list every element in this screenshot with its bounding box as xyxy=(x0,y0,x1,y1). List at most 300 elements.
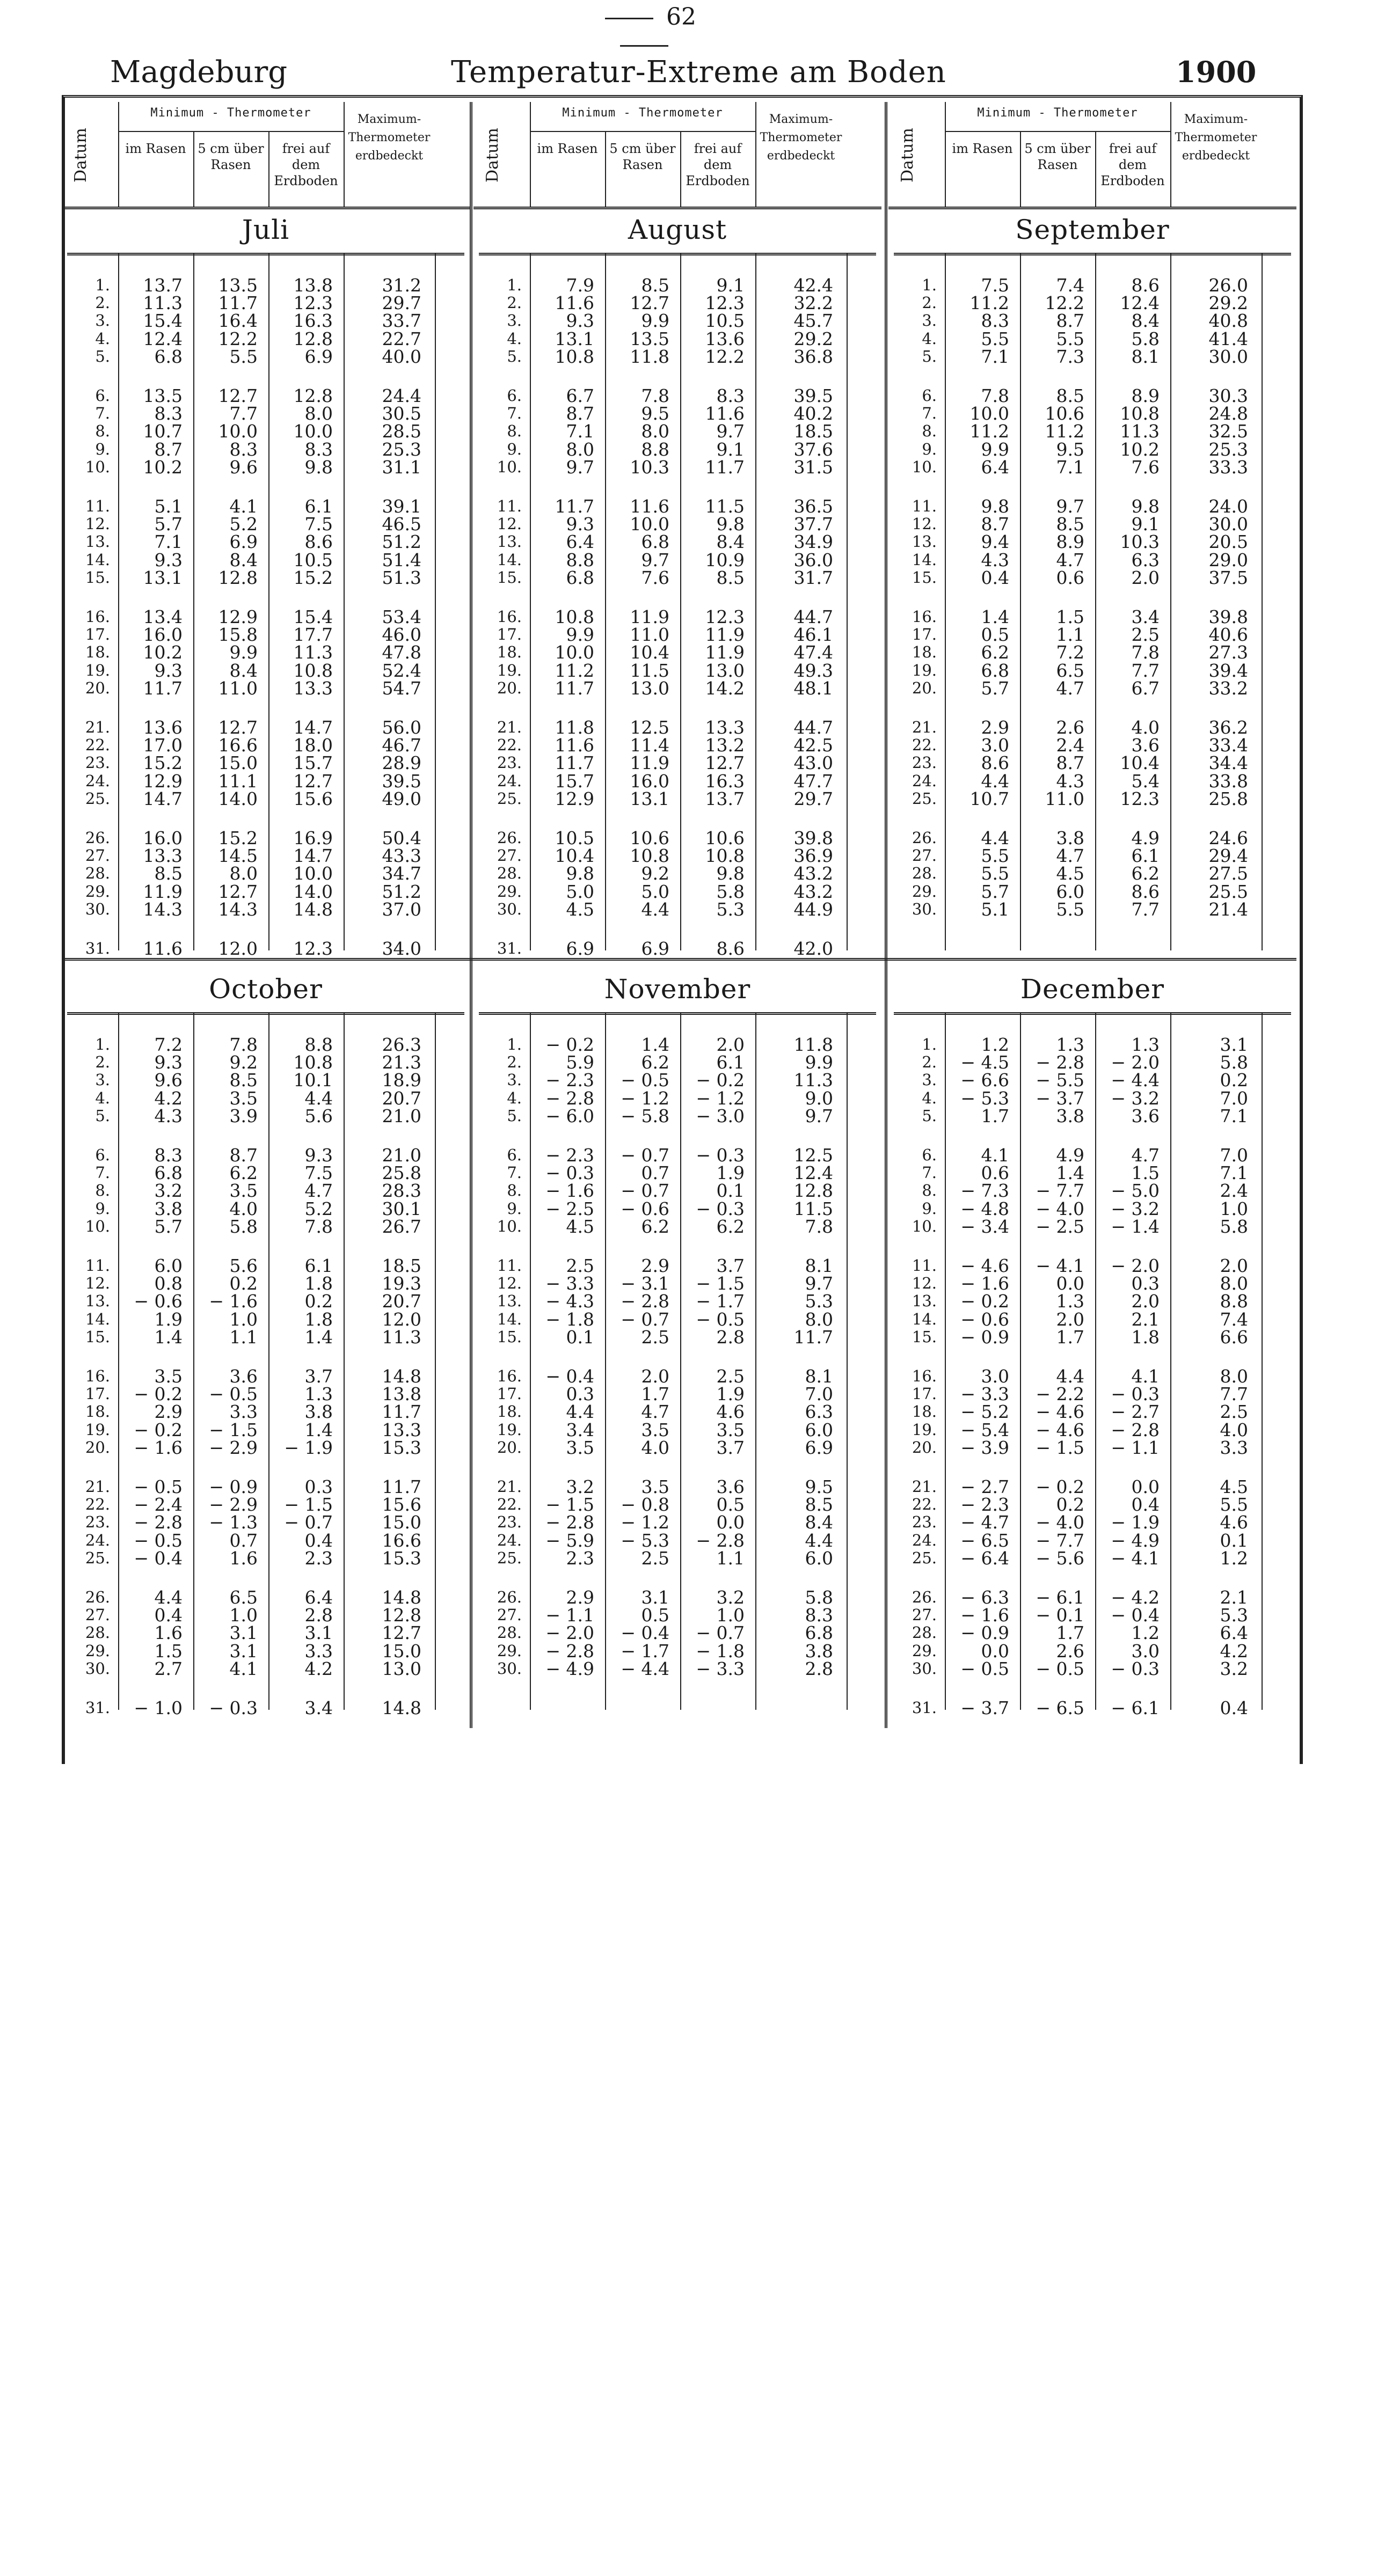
maximum-cell: 4.6 xyxy=(1220,1512,1248,1533)
five-cm-cell: 4.0 xyxy=(229,1198,258,1219)
minimum-thermometer-group xyxy=(530,102,756,207)
im-rasen-cell: − 0.4 xyxy=(134,1547,183,1569)
frei-cell: 10.2 xyxy=(1120,438,1160,460)
five-cm-cell: 3.5 xyxy=(229,1180,258,1202)
table-row xyxy=(62,736,470,754)
im-rasen-cell: 4.5 xyxy=(566,898,594,920)
frei-cell: 9.8 xyxy=(304,456,333,478)
five-cm-cell: − 2.9 xyxy=(209,1437,258,1458)
im-rasen-cell: 6.4 xyxy=(566,531,594,553)
frei-cell: 0.3 xyxy=(304,1476,333,1497)
frei-cell: 4.2 xyxy=(304,1658,333,1679)
day-cell: 24. xyxy=(912,1531,937,1549)
maximum-cell: 25.8 xyxy=(382,1162,421,1184)
im-rasen-cell: 5.5 xyxy=(981,863,1009,884)
table-row xyxy=(888,1624,1296,1642)
maximum-cell: 18.5 xyxy=(382,1255,421,1276)
year: 1900 xyxy=(1176,55,1257,89)
table-row xyxy=(473,551,881,569)
frei-cell: 1.3 xyxy=(1131,1034,1160,1055)
maximum-cell: 2.1 xyxy=(1220,1587,1248,1608)
maximum-cell: 12.8 xyxy=(793,1180,833,1202)
frei-cell: 1.8 xyxy=(1131,1326,1160,1348)
day-cell: 6. xyxy=(95,1146,110,1164)
block-separator xyxy=(470,102,472,1728)
day-cell: 11. xyxy=(85,497,110,515)
day-cell: 24. xyxy=(85,1531,110,1549)
maximum-cell: 21.0 xyxy=(382,1145,421,1166)
five-cm-cell: 1.7 xyxy=(1056,1622,1084,1644)
maximum-cell: 14.8 xyxy=(382,1366,421,1387)
im-rasen-cell: 8.3 xyxy=(154,403,183,425)
five-cm-cell: 9.7 xyxy=(641,549,669,570)
frei-cell: − 0.4 xyxy=(1111,1605,1160,1626)
maximum-cell: 24.6 xyxy=(1208,828,1248,848)
five-cm-cell: 12.9 xyxy=(218,606,258,627)
group-divider xyxy=(530,131,755,132)
column-separator xyxy=(680,131,681,207)
table-row xyxy=(62,754,470,772)
frei-cell: 7.5 xyxy=(304,514,333,535)
frei-cell: 14.7 xyxy=(293,845,333,867)
table-row xyxy=(473,1403,881,1421)
frei-cell: − 0.5 xyxy=(696,1308,745,1330)
frei-cell: 15.4 xyxy=(293,606,333,627)
frei-cell: 8.0 xyxy=(304,403,333,425)
maximum-cell: 29.7 xyxy=(793,788,833,809)
frei-cell: 2.8 xyxy=(716,1326,745,1348)
table-row xyxy=(888,847,1296,865)
maximum-cell: 37.7 xyxy=(793,514,833,535)
day-cell: 5. xyxy=(922,1106,937,1125)
im-rasen-cell: 0.6 xyxy=(981,1162,1009,1184)
maximum-cell: 9.7 xyxy=(805,1105,833,1126)
frei-cell: 13.8 xyxy=(293,275,333,296)
table-row xyxy=(62,1589,470,1606)
five-cm-cell: 15.2 xyxy=(218,828,258,848)
frei-cell: 3.4 xyxy=(304,1697,333,1718)
im-rasen-cell: 6.8 xyxy=(154,1162,183,1184)
maximum-cell: 12.7 xyxy=(382,1622,421,1644)
frei-cell: 1.5 xyxy=(1131,1162,1160,1184)
im-rasen-cell: − 0.6 xyxy=(134,1291,183,1312)
table-row xyxy=(473,1529,881,1551)
maximum-cell: 4.2 xyxy=(1220,1640,1248,1662)
maximum-cell: 51.3 xyxy=(382,567,421,588)
day-cell: 28. xyxy=(497,864,522,883)
im-rasen-cell: 9.3 xyxy=(154,1052,183,1073)
im-rasen-header: im Rasen xyxy=(952,141,1013,156)
maximum-cell: 15.3 xyxy=(382,1547,421,1569)
day-cell: 2. xyxy=(95,1053,110,1072)
im-rasen-cell: 14.7 xyxy=(143,788,183,809)
five-cm-cell: 9.2 xyxy=(641,863,669,884)
maximum-cell: 12.0 xyxy=(382,1308,421,1330)
im-rasen-cell: 8.5 xyxy=(154,863,183,884)
table-row xyxy=(62,348,470,365)
im-rasen-cell: 10.2 xyxy=(143,456,183,478)
maximum-cell: 44.9 xyxy=(793,898,833,920)
im-rasen-cell: 14.3 xyxy=(143,898,183,920)
im-rasen-cell: − 1.0 xyxy=(134,1697,183,1718)
im-rasen-cell: − 1.6 xyxy=(134,1437,183,1458)
table-row xyxy=(473,847,881,865)
frei-cell: − 0.7 xyxy=(284,1512,333,1533)
five-cm-cell: 8.5 xyxy=(229,1070,258,1091)
day-cell: 24. xyxy=(497,1531,522,1549)
five-cm-cell: 13.5 xyxy=(218,275,258,296)
five-cm-cell: − 2.8 xyxy=(1036,1052,1084,1073)
five-cm-cell: 10.0 xyxy=(218,421,258,442)
table-row xyxy=(62,719,470,736)
maximum-cell: 3.1 xyxy=(1220,1034,1248,1055)
page-number: 62 xyxy=(569,3,719,58)
frei-cell: 11.5 xyxy=(705,496,745,517)
table-row xyxy=(888,330,1296,348)
im-rasen-cell: 1.7 xyxy=(981,1105,1009,1126)
day-cell: 14. xyxy=(85,1309,110,1328)
maximum-cell: 5.3 xyxy=(1220,1605,1248,1626)
frei-cell: 1.4 xyxy=(304,1419,333,1440)
maximum-cell: 2.5 xyxy=(1220,1401,1248,1423)
table-row xyxy=(62,1164,470,1182)
frei-cell: − 1.8 xyxy=(696,1640,745,1662)
im-rasen-cell: 1.4 xyxy=(154,1326,183,1348)
maximum-cell: 33.4 xyxy=(1208,735,1248,756)
table-row xyxy=(473,1421,881,1439)
day-cell: 25. xyxy=(85,789,110,808)
five-cm-cell: 6.5 xyxy=(1056,660,1084,681)
five-cm-cell: 2.9 xyxy=(641,1255,669,1276)
maximum-cell: 36.9 xyxy=(793,845,833,867)
frei-cell: 12.3 xyxy=(293,292,333,314)
im-rasen-cell: 6.8 xyxy=(154,346,183,367)
five-cm-cell: 11.6 xyxy=(630,496,669,517)
day-cell: 11. xyxy=(497,1256,522,1275)
five-cm-cell: 1.7 xyxy=(1056,1326,1084,1348)
maximum-cell: 26.0 xyxy=(1208,275,1248,296)
table-row xyxy=(473,865,881,882)
im-rasen-cell: − 4.7 xyxy=(960,1512,1009,1533)
day-cell: 22. xyxy=(912,1495,937,1514)
im-rasen-cell: 11.8 xyxy=(555,717,594,738)
day-cell: 20. xyxy=(497,678,522,697)
table-row xyxy=(473,1549,881,1567)
day-cell: 6. xyxy=(507,386,522,405)
maximum-cell: 7.7 xyxy=(1220,1384,1248,1405)
five-cm-cell: 2.5 xyxy=(641,1326,669,1348)
im-rasen-cell: − 0.2 xyxy=(134,1384,183,1405)
maximum-cell: 50.4 xyxy=(382,828,421,848)
five-cm-cell: 6.9 xyxy=(641,938,669,959)
five-cm-cell: 7.6 xyxy=(641,567,669,588)
maximum-cell: 12.5 xyxy=(793,1145,833,1166)
table-row xyxy=(473,312,881,330)
table-row xyxy=(888,1367,1296,1385)
frei-cell: 12.3 xyxy=(1120,788,1160,809)
frei-cell: 12.8 xyxy=(293,385,333,406)
day-cell: 17. xyxy=(497,625,522,644)
day-cell: 1. xyxy=(922,276,937,294)
frei-cell: 0.4 xyxy=(1131,1494,1160,1516)
frei-cell: 12.3 xyxy=(293,938,333,959)
maximum-cell: 2.4 xyxy=(1220,1180,1248,1202)
day-cell: 15. xyxy=(912,568,937,587)
maximum-cell: 5.8 xyxy=(1220,1216,1248,1237)
frei-cell: − 4.1 xyxy=(1111,1547,1160,1569)
month-title: September xyxy=(1015,214,1170,245)
five-cm-cell: − 4.6 xyxy=(1036,1401,1084,1423)
frei-cell: − 3.2 xyxy=(1111,1198,1160,1219)
maximum-cell: 40.6 xyxy=(1208,624,1248,646)
maximum-cell: 7.0 xyxy=(1220,1145,1248,1166)
table-row xyxy=(473,1385,881,1403)
table-row xyxy=(62,1624,470,1642)
im-rasen-cell: 15.2 xyxy=(143,752,183,774)
day-cell: 7. xyxy=(95,1163,110,1182)
frei-cell: − 0.2 xyxy=(696,1070,745,1091)
im-rasen-cell: 11.7 xyxy=(143,677,183,699)
maximum-cell: 25.3 xyxy=(1208,438,1248,460)
table-row xyxy=(473,1292,881,1310)
maximum-cell: 30.0 xyxy=(1208,514,1248,535)
five-cm-cell: 8.0 xyxy=(229,863,258,884)
maximum-cell: 6.0 xyxy=(805,1419,833,1440)
im-rasen-cell: 13.3 xyxy=(143,845,183,867)
five-cm-cell: 10.8 xyxy=(630,845,669,867)
im-rasen-cell: 5.1 xyxy=(154,496,183,517)
table-row xyxy=(473,1200,881,1218)
table-row xyxy=(62,847,470,865)
im-rasen-cell: − 2.8 xyxy=(545,1640,594,1662)
five-cm-cell: 1.3 xyxy=(1056,1291,1084,1312)
month-title-rule xyxy=(894,253,1291,255)
frei-cell: 5.2 xyxy=(304,1198,333,1219)
im-rasen-cell: 2.9 xyxy=(981,717,1009,738)
maximum-cell: 36.2 xyxy=(1208,717,1248,738)
frei-cell: 10.4 xyxy=(1120,752,1160,774)
table-row xyxy=(473,883,881,901)
maximum-cell: 51.2 xyxy=(382,881,421,902)
table-row xyxy=(888,1053,1296,1071)
frei-cell: − 3.2 xyxy=(1111,1087,1160,1109)
im-rasen-cell: 0.0 xyxy=(981,1640,1009,1662)
frei-cell: 4.0 xyxy=(1131,717,1160,738)
frei-cell: 13.3 xyxy=(705,717,745,738)
table-row xyxy=(888,1071,1296,1089)
im-rasen-cell: 11.9 xyxy=(143,881,183,902)
im-rasen-cell: − 0.2 xyxy=(960,1291,1009,1312)
table-row xyxy=(473,515,881,533)
day-cell: 31. xyxy=(85,939,110,957)
im-rasen-cell: 9.7 xyxy=(566,456,594,478)
im-rasen-cell: − 1.6 xyxy=(960,1273,1009,1294)
five-cm-cell: 2.5 xyxy=(641,1547,669,1569)
table-row xyxy=(888,458,1296,476)
im-rasen-cell: 1.2 xyxy=(981,1034,1009,1055)
frei-cell: 2.0 xyxy=(1131,1291,1160,1312)
frei-cell: 3.8 xyxy=(304,1401,333,1423)
day-cell: 7. xyxy=(507,1163,522,1182)
im-rasen-cell: 6.4 xyxy=(981,456,1009,478)
five-cm-cell: 11.0 xyxy=(1045,788,1084,809)
maximum-thermometer-header: Maximum- Thermometer erdbedeckt xyxy=(348,113,431,163)
im-rasen-cell: 12.4 xyxy=(143,328,183,349)
im-rasen-cell: 13.4 xyxy=(143,606,183,627)
frei-cell: 10.5 xyxy=(293,549,333,570)
day-cell: 14. xyxy=(912,1309,937,1328)
five-cm-header: 5 cm über Rasen xyxy=(609,141,676,172)
table-row xyxy=(473,1071,881,1089)
five-cm-cell: 2.4 xyxy=(1056,735,1084,756)
day-cell: 13. xyxy=(912,1292,937,1311)
frei-cell: 2.1 xyxy=(1131,1308,1160,1330)
frei-cell: 8.4 xyxy=(716,531,745,553)
day-cell: 18. xyxy=(497,643,522,662)
month-title-rule xyxy=(479,253,876,255)
table-row xyxy=(62,790,470,808)
maximum-cell: 56.0 xyxy=(382,717,421,738)
im-rasen-cell: − 2.3 xyxy=(545,1145,594,1166)
maximum-cell: 1.2 xyxy=(1220,1547,1248,1569)
table-row xyxy=(62,1146,470,1164)
frei-cell: 9.1 xyxy=(1131,514,1160,535)
five-cm-cell: 3.6 xyxy=(229,1366,258,1387)
maximum-cell: 6.8 xyxy=(805,1622,833,1644)
day-cell: 1. xyxy=(507,276,522,294)
im-rasen-cell: 9.8 xyxy=(566,863,594,884)
im-rasen-cell: − 3.3 xyxy=(960,1384,1009,1405)
five-cm-cell: 4.7 xyxy=(1056,845,1084,867)
maximum-cell: 8.5 xyxy=(805,1494,833,1516)
day-cell: 20. xyxy=(912,1438,937,1457)
im-rasen-cell: 4.5 xyxy=(566,1216,594,1237)
frei-cell: 7.8 xyxy=(1131,642,1160,663)
frei-cell: 8.6 xyxy=(304,531,333,553)
maximum-cell: 42.0 xyxy=(793,938,833,959)
table-row xyxy=(62,608,470,626)
table-row xyxy=(473,719,881,736)
frei-cell: 1.1 xyxy=(716,1547,745,1569)
table-row xyxy=(62,1403,470,1421)
table-row xyxy=(888,1200,1296,1218)
im-rasen-cell: 4.3 xyxy=(154,1105,183,1126)
table-row xyxy=(888,1164,1296,1182)
frei-cell: 3.7 xyxy=(716,1437,745,1458)
day-cell: 20. xyxy=(85,1438,110,1457)
five-cm-cell: 1.5 xyxy=(1056,606,1084,627)
im-rasen-cell: 0.1 xyxy=(566,1326,594,1348)
maximum-cell: 9.9 xyxy=(805,1052,833,1073)
maximum-cell: 8.0 xyxy=(805,1308,833,1330)
five-cm-cell: 3.5 xyxy=(641,1419,669,1440)
frei-cell: 3.6 xyxy=(1131,1105,1160,1126)
im-rasen-cell: 10.4 xyxy=(555,845,594,867)
frei-cell: 6.3 xyxy=(1131,549,1160,570)
table-row xyxy=(888,1308,1296,1330)
maximum-cell: 49.3 xyxy=(793,660,833,681)
day-cell: 30. xyxy=(912,1659,937,1678)
five-cm-cell: 12.8 xyxy=(218,567,258,588)
im-rasen-cell: 0.8 xyxy=(154,1273,183,1294)
frei-cell: − 1.9 xyxy=(1111,1512,1160,1533)
im-rasen-cell: 6.2 xyxy=(981,642,1009,663)
frei-cell: 6.1 xyxy=(304,496,333,517)
table-row xyxy=(62,1529,470,1551)
day-cell: 27. xyxy=(912,1606,937,1624)
im-rasen-cell: − 1.6 xyxy=(960,1605,1009,1626)
five-cm-cell: − 5.8 xyxy=(621,1105,669,1126)
day-cell: 31. xyxy=(912,1699,937,1717)
maximum-cell: 6.9 xyxy=(805,1437,833,1458)
table-row xyxy=(888,497,1296,515)
day-cell: 22. xyxy=(85,1495,110,1514)
table-row xyxy=(888,865,1296,882)
im-rasen-cell: 7.2 xyxy=(154,1034,183,1055)
maximum-cell: 31.2 xyxy=(382,275,421,296)
maximum-cell: 40.0 xyxy=(382,346,421,367)
five-cm-cell: 4.4 xyxy=(1056,1366,1084,1387)
maximum-cell: 37.6 xyxy=(793,438,833,460)
day-cell: 9. xyxy=(95,1199,110,1218)
table-row xyxy=(473,497,881,515)
maximum-cell: 2.8 xyxy=(805,1658,833,1679)
table-row xyxy=(888,1146,1296,1164)
maximum-cell: 39.8 xyxy=(1208,606,1248,627)
im-rasen-cell: 10.8 xyxy=(555,346,594,367)
table-row xyxy=(888,719,1296,736)
im-rasen-cell: 11.6 xyxy=(143,938,183,959)
day-cell: 17. xyxy=(85,625,110,644)
im-rasen-cell: − 2.7 xyxy=(960,1476,1009,1497)
day-cell: 31. xyxy=(497,939,522,957)
five-cm-cell: 5.2 xyxy=(229,514,258,535)
column-separator xyxy=(268,131,269,207)
day-cell: 13. xyxy=(85,1292,110,1311)
frei-cell: 12.4 xyxy=(1120,292,1160,314)
day-cell: 26. xyxy=(497,829,522,847)
day-cell: 21. xyxy=(912,718,937,736)
maximum-cell: 0.1 xyxy=(1220,1529,1248,1551)
im-rasen-cell: − 0.2 xyxy=(134,1419,183,1440)
column-header-block xyxy=(62,102,470,209)
maximum-cell: 37.0 xyxy=(382,898,421,920)
im-rasen-cell: 11.3 xyxy=(143,292,183,314)
five-cm-cell: 13.1 xyxy=(630,788,669,809)
day-cell: 26. xyxy=(912,829,937,847)
frei-cell: 10.9 xyxy=(705,549,745,570)
maximum-cell: 30.0 xyxy=(1208,346,1248,367)
frei-cell: 6.1 xyxy=(1131,845,1160,867)
im-rasen-cell: 2.5 xyxy=(566,1255,594,1276)
day-cell: 13. xyxy=(912,532,937,551)
im-rasen-cell: − 3.3 xyxy=(545,1273,594,1294)
im-rasen-cell: 13.7 xyxy=(143,275,183,296)
frei-cell: 13.3 xyxy=(293,677,333,699)
five-cm-cell: 10.4 xyxy=(630,642,669,663)
five-cm-cell: 1.1 xyxy=(1056,624,1084,646)
maximum-cell: 7.1 xyxy=(1220,1105,1248,1126)
five-cm-cell: − 1.2 xyxy=(621,1087,669,1109)
five-cm-cell: 12.7 xyxy=(218,385,258,406)
day-cell: 28. xyxy=(85,1623,110,1642)
frei-cell: − 1.7 xyxy=(696,1291,745,1312)
table-row xyxy=(473,276,881,294)
im-rasen-cell: 3.2 xyxy=(154,1180,183,1202)
five-cm-cell: − 4.1 xyxy=(1036,1255,1084,1276)
five-cm-cell: 14.3 xyxy=(218,898,258,920)
table-row xyxy=(888,1275,1296,1292)
